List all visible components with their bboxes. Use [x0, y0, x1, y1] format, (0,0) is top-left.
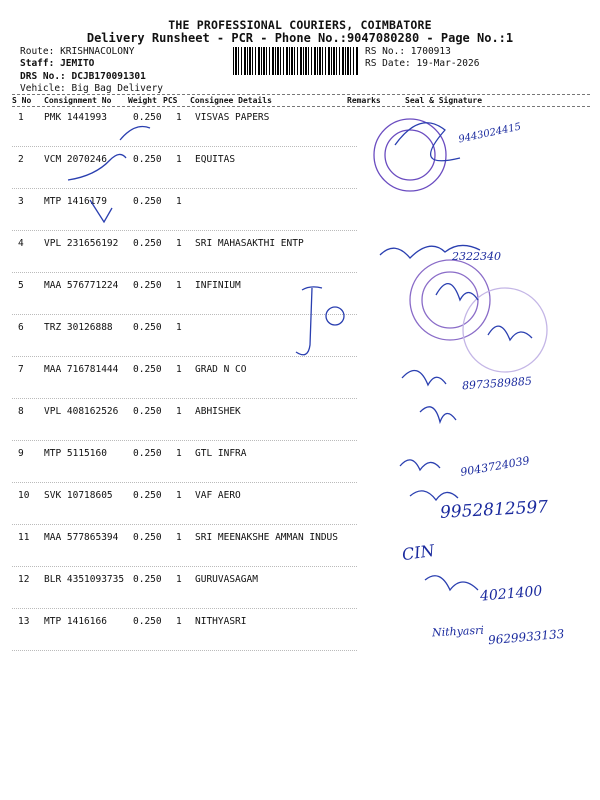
- rs-no-label: RS No.:: [365, 46, 406, 57]
- cell-consignment: BLR 4351093735: [44, 574, 125, 585]
- cell-consignee: GURUVASAGAM: [195, 574, 258, 585]
- handwritten-note-4: 2322340: [452, 250, 501, 263]
- col-header-consignment: Consignment No: [44, 96, 112, 105]
- cell-consignee: VAF AERO: [195, 490, 241, 501]
- barcode-image: [233, 47, 359, 75]
- cell-pcs: 1: [176, 196, 182, 207]
- handwritten-phone-7: 8973589885: [461, 374, 533, 393]
- rs-no-line: [365, 46, 451, 57]
- row-separator: [12, 482, 357, 483]
- col-header-remarks: Remarks: [347, 96, 381, 105]
- cell-consignment: MTP 5115160: [44, 448, 107, 459]
- cell-pcs: 1: [176, 490, 182, 501]
- col-header-weight: Weight: [128, 96, 157, 105]
- cell-consignment: MTP 1416166: [44, 616, 107, 627]
- row-separator: [12, 146, 357, 147]
- cell-sno: 11: [18, 532, 30, 543]
- cell-sno: 7: [18, 364, 24, 375]
- header-divider-bottom: [12, 106, 590, 107]
- cell-pcs: 1: [176, 322, 182, 333]
- staff-line: [20, 58, 94, 69]
- cell-pcs: 1: [176, 448, 182, 459]
- cell-sno: 1: [18, 112, 24, 123]
- cell-sno: 10: [18, 490, 30, 501]
- row-separator: [12, 608, 357, 609]
- cell-pcs: 1: [176, 112, 182, 123]
- handwritten-note-11: CIN: [400, 540, 436, 565]
- handwritten-phone-10: 9952812597: [439, 497, 549, 523]
- cell-consignee: GRAD N CO: [195, 364, 247, 375]
- cell-pcs: 1: [176, 406, 182, 417]
- row-separator: [12, 440, 357, 441]
- handwritten-phone-1: 9443024415: [457, 121, 523, 146]
- table-row: [0, 238, 600, 280]
- cell-pcs: 1: [176, 364, 182, 375]
- table-row: [0, 322, 600, 364]
- cell-consignee: NITHYASRI: [195, 616, 247, 627]
- route-line: [20, 46, 134, 57]
- cell-weight: 0.250: [133, 490, 162, 501]
- cell-weight: 0.250: [133, 238, 162, 249]
- rs-date-line: [365, 58, 479, 69]
- row-separator: [12, 230, 357, 231]
- cell-consignment: VCM 2070246: [44, 154, 107, 165]
- col-header-sno: S No: [12, 96, 32, 105]
- cell-consignment: MAA 576771224: [44, 280, 119, 291]
- table-row: [0, 532, 600, 574]
- row-separator: [12, 188, 357, 189]
- vehicle-value: Big Bag Delivery: [71, 83, 164, 94]
- cell-pcs: 1: [176, 616, 182, 627]
- vehicle-label: Vehicle:: [20, 83, 66, 94]
- vehicle-line: [20, 83, 163, 94]
- cell-weight: 0.250: [133, 448, 162, 459]
- route-label: Route:: [20, 46, 55, 57]
- cell-consignee: ABHISHEK: [195, 406, 241, 417]
- cell-sno: 3: [18, 196, 24, 207]
- handwritten-note-12: 4021400: [479, 583, 543, 605]
- table-row: [0, 280, 600, 322]
- cell-consignee: SRI MEENAKSHE AMMAN INDUS: [195, 532, 338, 543]
- staff-value: JEMITO: [60, 58, 95, 69]
- staff-label: Staff:: [20, 58, 55, 69]
- rs-no-value: 1700913: [410, 46, 451, 57]
- cell-weight: 0.250: [133, 406, 162, 417]
- cell-consignment: SVK 10718605: [44, 490, 113, 501]
- cell-sno: 4: [18, 238, 24, 249]
- cell-consignee: INFINIUM: [195, 280, 241, 291]
- handwritten-phone-9: 9043724039: [459, 454, 531, 479]
- rs-date-value: 19-Mar-2026: [416, 58, 480, 69]
- cell-consignee: SRI MAHASAKTHI ENTP: [195, 238, 304, 249]
- rs-date-label: RS Date:: [365, 58, 411, 69]
- cell-consignment: MAA 716781444: [44, 364, 119, 375]
- row-separator: [12, 314, 357, 315]
- cell-consignee: EQUITAS: [195, 154, 236, 165]
- cell-weight: 0.250: [133, 532, 162, 543]
- cell-weight: 0.250: [133, 574, 162, 585]
- route-value: KRISHNACOLONY: [60, 46, 135, 57]
- table-row: [0, 406, 600, 448]
- cell-consignee: VISVAS PAPERS: [195, 112, 270, 123]
- cell-sno: 2: [18, 154, 24, 165]
- cell-weight: 0.250: [133, 616, 162, 627]
- handwritten-name-13: Nithyasri: [431, 623, 485, 640]
- cell-consignee: GTL INFRA: [195, 448, 247, 459]
- cell-sno: 8: [18, 406, 24, 417]
- drs-line: [20, 71, 146, 82]
- runsheet-title: Delivery Runsheet - PCR - Phone No.:9047080280 - Page No.:1: [86, 31, 514, 45]
- cell-sno: 5: [18, 280, 24, 291]
- row-separator: [12, 272, 357, 273]
- cell-weight: 0.250: [133, 112, 162, 123]
- col-header-consignee: Consignee Details: [190, 96, 272, 105]
- table-row: [0, 196, 600, 238]
- cell-pcs: 1: [176, 280, 182, 291]
- row-separator: [12, 356, 357, 357]
- cell-weight: 0.250: [133, 154, 162, 165]
- row-separator: [12, 650, 357, 651]
- cell-weight: 0.250: [133, 196, 162, 207]
- cell-weight: 0.250: [133, 280, 162, 291]
- cell-weight: 0.250: [133, 364, 162, 375]
- cell-sno: 13: [18, 616, 30, 627]
- cell-consignment: PMK 1441993: [44, 112, 107, 123]
- row-separator: [12, 566, 357, 567]
- drs-label: DRS No.:: [20, 71, 66, 82]
- table-row: [0, 154, 600, 196]
- cell-consignment: VPL 408162526: [44, 406, 119, 417]
- row-separator: [12, 398, 357, 399]
- col-header-seal: Seal & Signature: [405, 96, 483, 105]
- row-separator: [12, 524, 357, 525]
- cell-sno: 9: [18, 448, 24, 459]
- cell-pcs: 1: [176, 532, 182, 543]
- cell-pcs: 1: [176, 154, 182, 165]
- company-name: THE PROFESSIONAL COURIERS, COIMBATORE: [168, 18, 432, 32]
- cell-pcs: 1: [176, 574, 182, 585]
- cell-consignment: MTP 1416179: [44, 196, 107, 207]
- cell-sno: 12: [18, 574, 30, 585]
- drs-value: DCJB170091301: [71, 71, 146, 82]
- cell-weight: 0.250: [133, 322, 162, 333]
- col-header-pcs: PCS: [163, 96, 178, 105]
- cell-consignment: MAA 577865394: [44, 532, 119, 543]
- cell-sno: 6: [18, 322, 24, 333]
- cell-consignment: TRZ 30126888: [44, 322, 113, 333]
- cell-consignment: VPL 231656192: [44, 238, 119, 249]
- handwritten-phone-13: 9629933133: [487, 626, 565, 648]
- cell-pcs: 1: [176, 238, 182, 249]
- header-divider-top: [12, 94, 590, 95]
